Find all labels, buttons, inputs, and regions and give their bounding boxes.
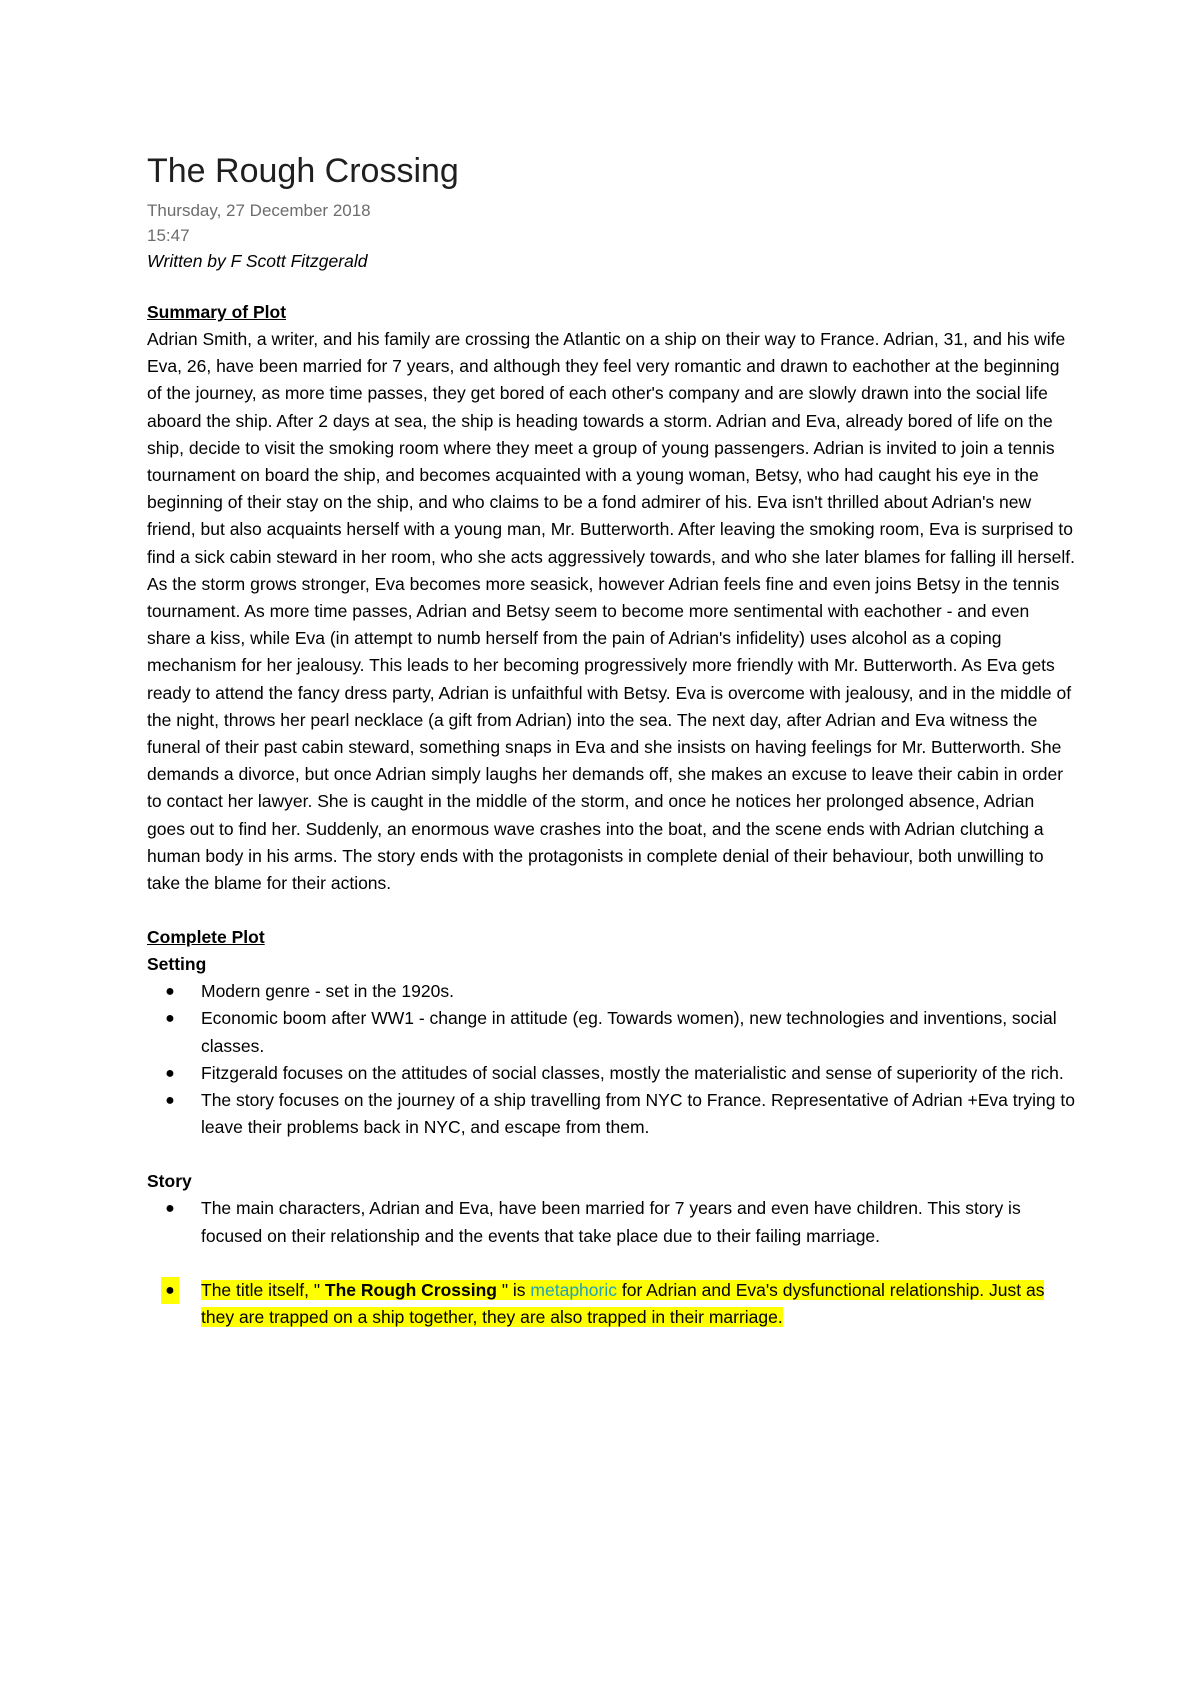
bullet-icon: ● bbox=[165, 1092, 175, 1110]
story-list bbox=[147, 1195, 1077, 1249]
bullet-icon: ● bbox=[165, 983, 175, 1001]
bullet-icon: ● bbox=[165, 1064, 175, 1082]
page-title: The Rough Crossing bbox=[147, 152, 459, 190]
date-stamp: Thursday, 27 December 2018 bbox=[147, 201, 371, 220]
highlight-title: The Rough Crossing bbox=[320, 1279, 502, 1300]
list-item-text: Modern genre - set in the 1920s. bbox=[201, 981, 454, 1002]
spacer bbox=[147, 1250, 1077, 1277]
document-page bbox=[147, 150, 1077, 1331]
highlighted-list-item bbox=[147, 1277, 1077, 1331]
bullet-icon: ● bbox=[165, 1200, 175, 1218]
list-item bbox=[147, 978, 1077, 1005]
list-item bbox=[147, 1005, 1077, 1059]
highlight-suffix: for Adrian and Eva's dysfunctional relationship. Just as they are trapped on a ship together, they are also trapped in their marriage. bbox=[201, 1279, 1045, 1328]
time-stamp: 15:47 bbox=[147, 226, 190, 245]
author-line: Written by F Scott Fitzgerald bbox=[147, 251, 368, 271]
list-item bbox=[147, 1195, 1077, 1249]
list-item bbox=[147, 1060, 1077, 1087]
spacer bbox=[147, 1141, 1077, 1168]
summary-heading: Summary of Plot bbox=[147, 302, 287, 322]
complete-plot-heading: Complete Plot bbox=[147, 927, 265, 948]
highlight-mid: " is bbox=[501, 1279, 531, 1300]
story-heading: Story bbox=[147, 1171, 192, 1192]
list-item bbox=[147, 1087, 1077, 1141]
highlight-prefix: The title itself, " bbox=[201, 1279, 321, 1300]
list-item-text: Fitzgerald focuses on the attitudes of social classes, mostly the materialistic and sense of superiority of the rich. bbox=[201, 1062, 1064, 1083]
list-item-text: The story focuses on the journey of a ship travelling from NYC to France. Representative of Adrian +Eva trying to leave their problems back in NYC, and escape from them. bbox=[201, 1090, 1075, 1138]
spacer bbox=[147, 897, 1077, 924]
bullet-icon: ● bbox=[161, 1277, 179, 1304]
highlight-keyword: metaphoric bbox=[530, 1279, 617, 1300]
setting-list bbox=[147, 978, 1077, 1141]
list-item-text: Economic boom after WW1 - change in attitude (eg. Towards women), new technologies and inventions, social classes. bbox=[201, 1008, 1057, 1056]
list-item-text: The main characters, Adrian and Eva, have been married for 7 years and even have children. This story is focused on their relationship and the events that take place due to their failing marriage. bbox=[201, 1198, 1021, 1246]
bullet-icon: ● bbox=[165, 1010, 175, 1028]
setting-heading: Setting bbox=[147, 954, 207, 975]
summary-paragraph: Adrian Smith, a writer, and his family are crossing the Atlantic on a ship on their way to France. Adrian, 31, and his wife Eva, 26, have been married for 7 years, and although they feel very romantic and drawn to eachother at the beginning of the journey, as more time passes, they get bored of each other's company and are slowly drawn into the social life aboard the ship. After 2 days at sea, the ship is heading towards a storm. Adrian and Eva, already bored of life on the ship, decide to visit the smoking room where they meet a group of young passengers. Adrian is invited to join a tennis tournament on board the ship, and becomes acquainted with a young woman, Betsy, who had caught his eye in the beginning of their stay on the ship, and who claims to be a fond admirer of his. Eva isn't thrilled about Adrian's new friend, but also acquaints herself with a young man, Mr. Butterworth. After leaving the smoking room, Eva is surprised to find a sick cabin steward in her room, who she acts aggressively towards, and who she later blames for falling ill herself. As the storm grows stronger, Eva becomes more seasick, however Adrian feels fine and even joins Betsy in the tennis tournament. As more time passes, Adrian and Betsy seem to become more sentimental with eachother - and even share a kiss, while Eva (in attempt to numb herself from the pain of Adrian's infidelity) uses alcohol as a coping mechanism for her jealousy. This leads to her becoming progressively more friendly with Mr. Butterworth. As Eva gets ready to attend the fancy dress party, Adrian is unfaithful with Betsy. Eva is overcome with jealousy, and in the middle of the night, throws her pearl necklace (a gift from Adrian) into the sea. The next day, after Adrian and Eva witness the funeral of their past cabin steward, something snaps in Eva and she insists on having feelings for Mr. Butterworth. She demands a divorce, but once Adrian simply laughs her demands off, she makes an excuse to leave their cabin in order to contact her lawyer. She is caught in the middle of the storm, and once he notices her prolonged absence, Adrian goes out to find her. Suddenly, an enormous wave crashes into the boat, and the scene ends with Adrian clutching a human body in his arms. The story ends with the protagonists in complete denial of their behaviour, both unwilling to take the blame for their actions. bbox=[147, 329, 1075, 894]
